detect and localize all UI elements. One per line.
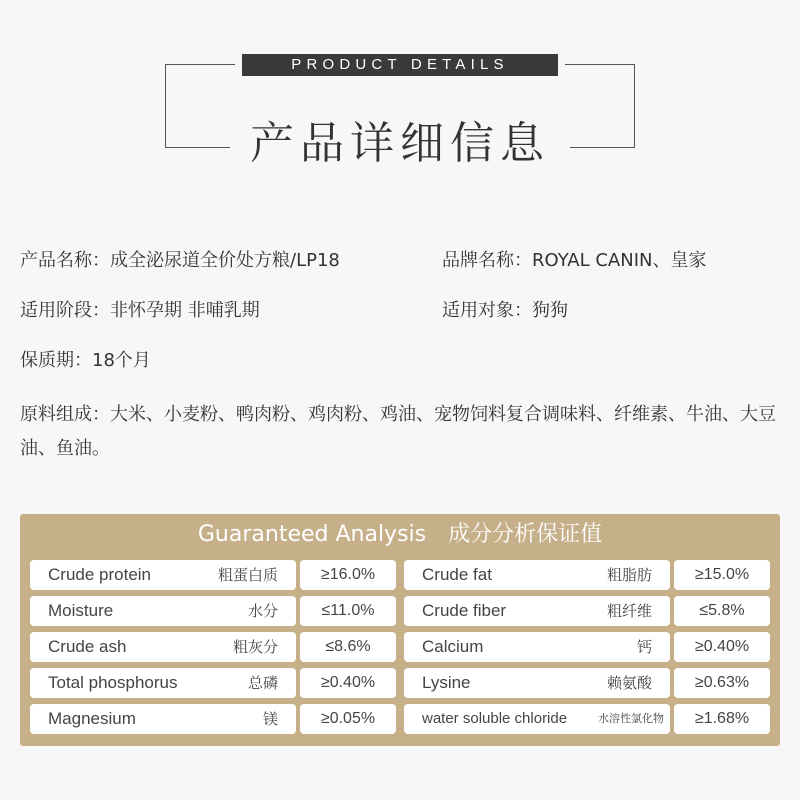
page-title: 产品详细信息	[230, 112, 570, 176]
nutrient-value: ≥0.40%	[300, 668, 396, 698]
nutrient-en: Calcium	[422, 637, 484, 656]
analysis-row-label	[30, 560, 296, 590]
nutrient-en: Crude fat	[422, 565, 492, 584]
nutrient-cn: 水溶性氯化物	[598, 712, 664, 725]
analysis-title: Guaranteed Analysis 成分分析保证值	[197, 522, 603, 547]
brand-name: 品牌名称：ROYAL CANIN、皇家	[442, 250, 707, 271]
analysis-row-label	[30, 668, 296, 698]
nutrient-value: ≥0.40%	[674, 632, 770, 662]
analysis-row-label	[30, 632, 296, 662]
analysis-row-label	[404, 704, 670, 734]
analysis-row-label	[404, 596, 670, 626]
nutrient-cn: 总磷	[247, 674, 278, 692]
nutrient-en: Crude protein	[48, 565, 152, 584]
header-bracket-left	[165, 64, 235, 148]
nutrient-value: ≥0.05%	[300, 704, 396, 734]
guaranteed-analysis-panel	[20, 514, 780, 746]
product-details-heading: PRODUCT DETAILS	[242, 54, 558, 76]
product-name: 产品名称：成全泌尿道全价处方粮/LP18	[20, 250, 340, 271]
nutrient-value: ≥1.68%	[674, 704, 770, 734]
shelf-life: 保质期：18个月	[20, 350, 151, 371]
nutrient-value: ≤8.6%	[300, 632, 396, 662]
nutrient-en: water soluble chloride	[422, 710, 568, 727]
analysis-row-label	[404, 632, 670, 662]
analysis-row-label	[30, 596, 296, 626]
nutrient-en: Crude fiber	[422, 601, 507, 620]
nutrient-en: Total phosphorus	[48, 673, 178, 692]
nutrient-cn: 粗脂肪	[606, 566, 652, 584]
nutrient-en: Moisture	[48, 601, 114, 620]
header-bracket-right	[565, 64, 635, 148]
nutrient-cn: 赖氨酸	[606, 674, 652, 692]
nutrient-cn: 水分	[247, 602, 278, 620]
nutrient-cn: 粗灰分	[232, 638, 278, 656]
ingredients: 原料组成：大米、小麦粉、鸭肉粉、鸡肉粉、鸡油、宠物饲料复合调味料、纤维素、牛油、大豆油、鱼油。	[20, 404, 776, 459]
nutrient-cn: 粗纤维	[606, 602, 652, 620]
nutrient-en: Lysine	[422, 673, 471, 692]
nutrient-cn: 粗蛋白质	[217, 566, 278, 584]
nutrient-value: ≥16.0%	[300, 560, 396, 590]
nutrient-value: ≤11.0%	[300, 596, 396, 626]
nutrient-value: ≥15.0%	[674, 560, 770, 590]
nutrient-en: Crude ash	[48, 637, 127, 656]
nutrient-cn: 镁	[262, 710, 278, 728]
analysis-row-label	[404, 560, 670, 590]
analysis-row-label	[30, 704, 296, 734]
applicable-target: 适用对象：狗狗	[442, 300, 568, 321]
nutrient-en: Magnesium	[48, 709, 136, 728]
analysis-row-label	[404, 668, 670, 698]
nutrient-value: ≤5.8%	[674, 596, 770, 626]
nutrient-cn: 钙	[636, 638, 652, 656]
nutrient-value: ≥0.63%	[674, 668, 770, 698]
applicable-stage: 适用阶段：非怀孕期 非哺乳期	[20, 300, 260, 321]
